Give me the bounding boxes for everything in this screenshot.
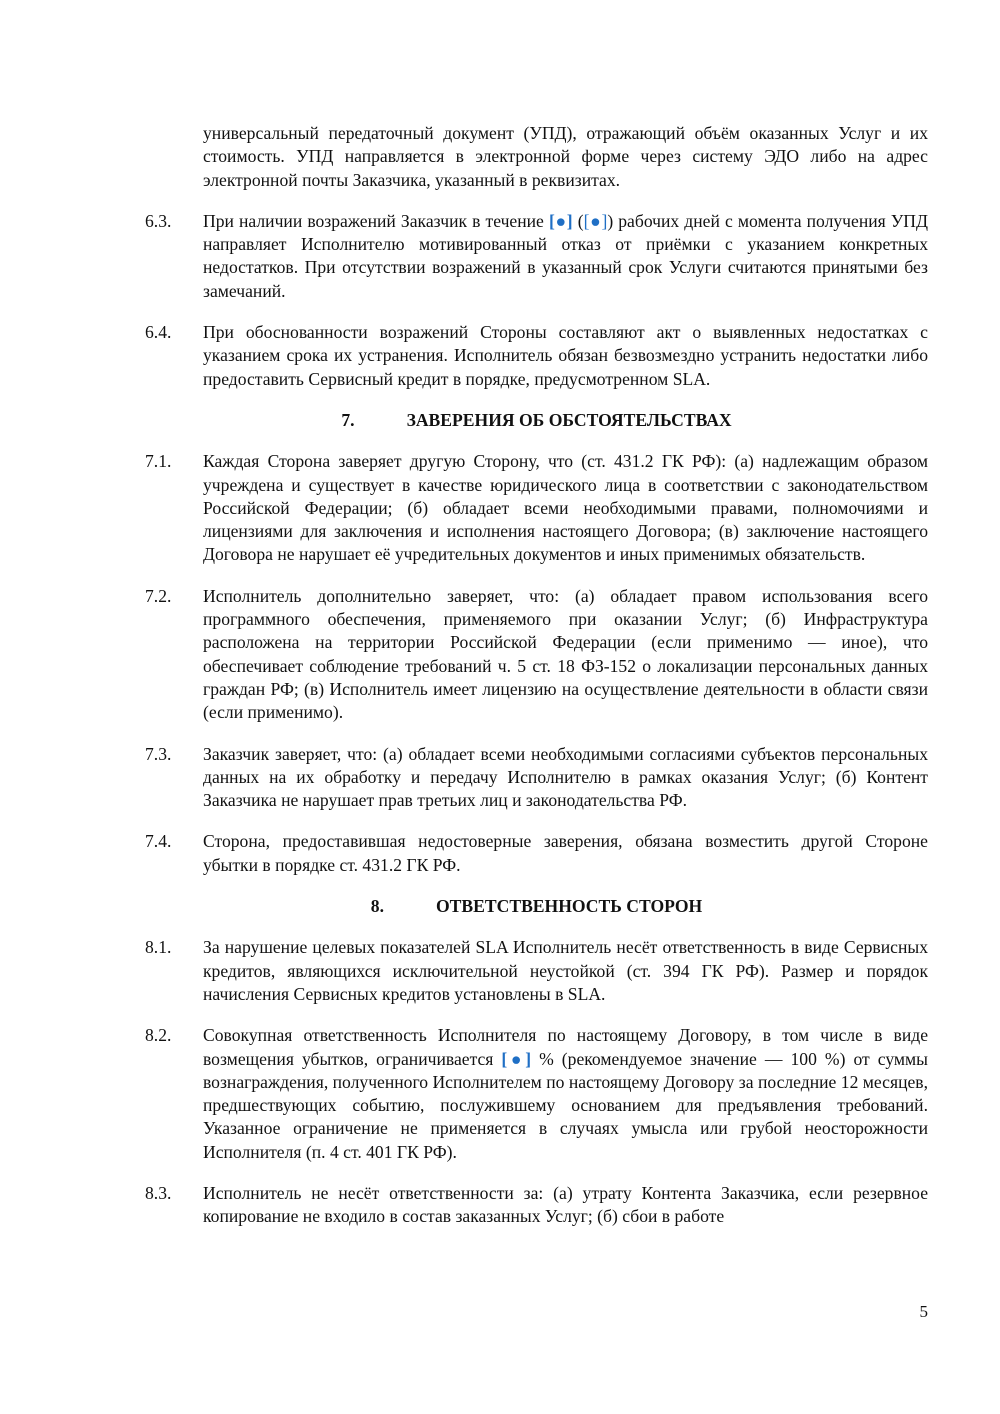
continued-paragraph: универсальный передаточный документ (УПД), отражающий объём оказанных Услуг и их стоимость. УПД направляется в электронной форме через систему ЭДО либо на адрес электронной почты Заказчика, указанный в реквизитах. <box>203 123 928 190</box>
placeholder-marker: [●] <box>583 210 608 231</box>
clause-text: Сторона, предоставившая недостоверные заверения, обязана возместить другой Стороне убытки в порядке ст. 431.2 ГК РФ. <box>203 831 928 875</box>
clause-text-part: При наличии возражений Заказчик в течение <box>203 210 549 231</box>
section-number: 7. <box>341 409 355 430</box>
clause-text-part: ) рабочих дней с момента получения УПД направляет Исполнителю мотивированный отказ от приёмки с указанием конкретных недостатков. При отсутствии возражений в указанный срок Услуги считаются принятыми без замечаний. <box>203 210 928 301</box>
section-heading-7 <box>145 409 928 432</box>
clause-7-4 <box>145 830 928 877</box>
clause-text: Исполнитель дополнительно заверяет, что: (а) обладает правом использования всего программного обеспечения, применяемого при оказании Услуг; (б) Инфраструктура расположена на территории Российской Федерации (если применимо — иное), что обеспечивает соблюдение требований ч. 5 ст. 18 ФЗ-152 о локализации персональных данных граждан РФ; (в) Исполнитель имеет лицензию на осуществление деятельности в области связи (если применимо). <box>203 585 928 723</box>
section-title: ЗАВЕРЕНИЯ ОБ ОБСТОЯТЕЛЬСТВАХ <box>406 409 732 430</box>
placeholder-marker: [●] <box>501 1048 532 1069</box>
clause-8-2 <box>145 1024 928 1164</box>
clause-number: 7.3. <box>145 743 172 764</box>
clause-6-3 <box>145 210 928 303</box>
clause-text-part: % (рекомендуемое значение — 100 %) от суммы вознаграждения, полученного Исполнителем по настоящему Договору за последние 12 месяцев, предшествующих событию, послужившему основанием для предъявления требований. Указанное ограничение не применяется в случаях умысла или грубой неосторожности Исполнителя (п. 4 ст. 401 ГК РФ). <box>203 1048 928 1162</box>
clause-text: Исполнитель не несёт ответственности за: (а) утрату Контента Заказчика, если резервное копирование не входило в состав заказанных Услуг; (б) сбои в работе <box>203 1182 928 1227</box>
clause-number: 7.4. <box>145 831 172 852</box>
section-heading-8 <box>145 895 928 918</box>
clause-8-1 <box>145 936 928 1006</box>
clause-text-part: ( <box>572 210 584 231</box>
clause-text-part: Совокупная ответственность Исполнителя по настоящему Договору, в том числе в виде возмещения убытков, ограничивается <box>203 1025 928 1069</box>
clause-7-3 <box>145 743 928 813</box>
clause-text: При обоснованности возражений Стороны составляют акт о выявленных недостатках с указанием срока их устранения. Исполнитель обязан безвозмездно устранить недостатки либо предоставить Сервисный кредит в порядке, предусмотренном SLA. <box>203 322 928 389</box>
clause-text: Заказчик заверяет, что: (а) обладает всеми необходимыми согласиями субъектов персональных данных на их обработку и передачу Исполнителю в рамках оказания Услуг; (б) Контент Заказчика не нарушает прав третьих лиц и законодательства РФ. <box>203 743 928 811</box>
section-number: 8. <box>370 896 384 917</box>
page-content <box>145 122 928 1229</box>
page-number: 5 <box>919 1302 928 1321</box>
clause-text: За нарушение целевых показателей SLA Исполнитель несёт ответственность в виде Сервисных кредитов, являющихся исключительной неустойкой (ст. 394 ГК РФ). Размер и порядок начисления Сервисных кредитов установлены в SLA. <box>203 937 928 1004</box>
clause-8-3 <box>145 1182 928 1229</box>
clause-number: 7.1. <box>145 451 172 472</box>
section-title: ОТВЕТСТВЕННОСТЬ СТОРОН <box>436 896 703 917</box>
clause-7-2 <box>145 585 928 725</box>
clause-text <box>203 210 928 303</box>
clause-number: 8.1. <box>145 937 172 958</box>
clause-number: 6.3. <box>145 210 172 231</box>
clause-number: 8.3. <box>145 1182 172 1203</box>
clause-6-4 <box>145 321 928 391</box>
clause-number: 8.2. <box>145 1025 172 1046</box>
clause-number: 7.2. <box>145 585 172 606</box>
clause-text <box>203 1024 928 1164</box>
clause-7-1 <box>145 450 928 566</box>
clause-number: 6.4. <box>145 322 172 343</box>
clause-text: Каждая Сторона заверяет другую Сторону, что (ст. 431.2 ГК РФ): (а) надлежащим образом учреждена и существует в качестве юридического лица в соответствии с законодательством Российской Федерации; (б) обладает всеми необходимыми правами, полномочиями и лицензиями для заключения и исполнения настоящего Договора; (в) заключение настоящего Договора не нарушает её учредительных документов и иных применимых обязательств. <box>203 451 928 565</box>
placeholder-marker: [●] <box>548 210 573 231</box>
